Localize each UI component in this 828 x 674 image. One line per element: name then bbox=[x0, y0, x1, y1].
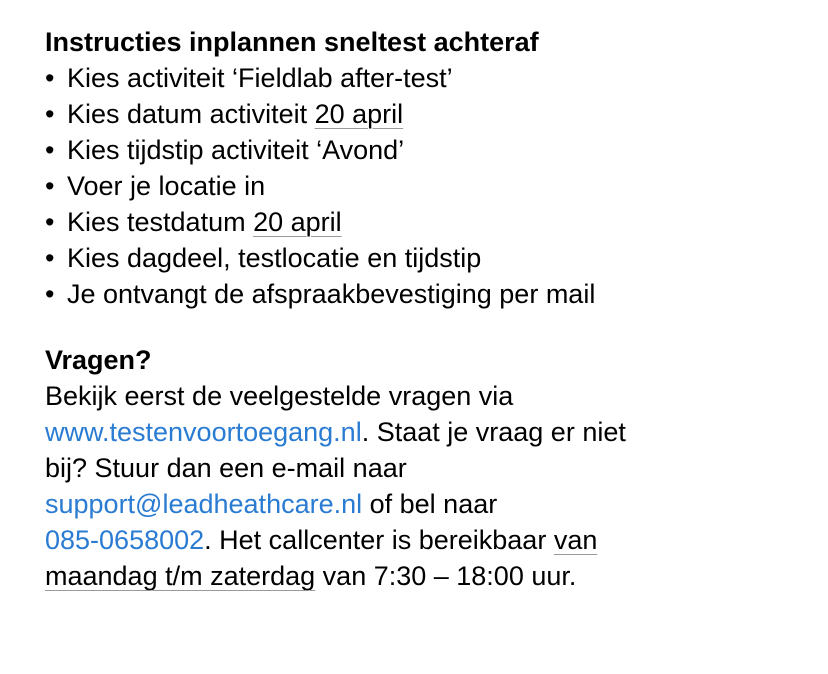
step-text: Je ontvangt de afspraakbevestiging per mail bbox=[67, 279, 596, 309]
questions-title: Vragen? bbox=[45, 345, 152, 375]
list-item bbox=[45, 168, 815, 204]
bullet: • bbox=[45, 99, 55, 129]
content bbox=[45, 24, 815, 594]
questions-text: of bel naar bbox=[362, 489, 498, 519]
date-detected-link[interactable]: 20 april bbox=[253, 207, 342, 237]
step-text: Kies dagdeel, testlocatie en tijdstip bbox=[67, 243, 482, 273]
instructions-title: Instructies inplannen sneltest achteraf bbox=[45, 27, 539, 57]
step-text: Kies testdatum bbox=[67, 207, 254, 237]
bullet: • bbox=[45, 171, 55, 201]
step-text: Voer je locatie in bbox=[67, 171, 266, 201]
bullet: • bbox=[45, 207, 55, 237]
questions-paragraph bbox=[45, 378, 815, 594]
questions-text: bij? Stuur dan een e-mail naar bbox=[45, 453, 407, 483]
email-link[interactable]: support@leadheathcare.nl bbox=[45, 489, 363, 519]
list-item bbox=[45, 240, 815, 276]
questions-text: . Het callcenter is bereikbaar bbox=[204, 525, 554, 555]
list-item bbox=[45, 132, 815, 168]
list-item bbox=[45, 96, 815, 132]
questions-text: Bekijk eerst de veelgestelde vragen via bbox=[45, 381, 514, 411]
questions-text: . Staat je vraag er niet bbox=[361, 417, 626, 447]
phone-link[interactable]: 085-0658002 bbox=[45, 525, 205, 555]
website-link[interactable]: www.testenvoortoegang.nl bbox=[45, 417, 362, 447]
date-detected-link[interactable]: 20 april bbox=[314, 99, 404, 129]
steps-list bbox=[45, 60, 815, 312]
hours-detected-link[interactable]: van bbox=[553, 525, 598, 555]
list-item bbox=[45, 204, 815, 240]
step-text: Kies datum activiteit bbox=[67, 99, 315, 129]
bullet: • bbox=[45, 63, 55, 93]
list-item bbox=[45, 60, 815, 96]
step-text: Kies tijdstip activiteit ‘Avond’ bbox=[67, 135, 405, 165]
hours-detected-link[interactable]: maandag t/m zaterdag bbox=[45, 561, 316, 591]
bullet: • bbox=[45, 243, 55, 273]
bullet: • bbox=[45, 135, 55, 165]
step-text: Kies activiteit ‘Fieldlab after-test’ bbox=[67, 63, 453, 93]
questions-text: van 7:30 – 18:00 uur. bbox=[315, 561, 577, 591]
list-item bbox=[45, 276, 815, 312]
bullet: • bbox=[45, 279, 55, 309]
